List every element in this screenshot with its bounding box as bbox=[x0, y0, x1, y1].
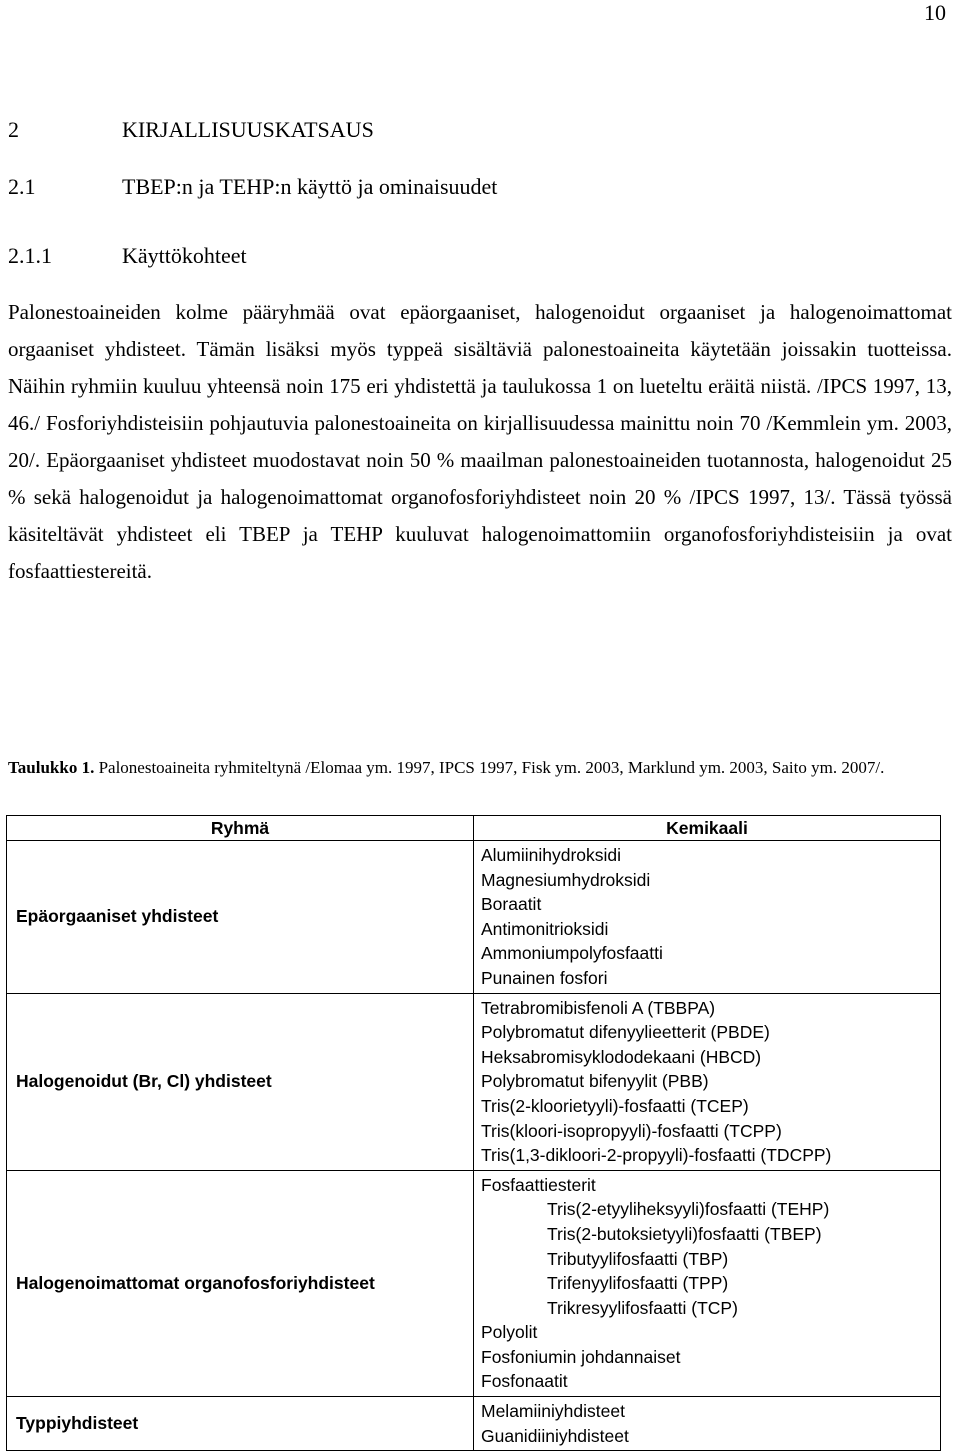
chemical-item: Trifenyylifosfaatti (TPP) bbox=[547, 1273, 729, 1294]
chemical-item: Guanidiiniyhdisteet bbox=[481, 1425, 629, 1446]
chemical-item: Ammoniumpolyfosfaatti bbox=[481, 943, 663, 964]
group-cell: Halogenoimattomat organofosforiyhdisteet bbox=[7, 1170, 474, 1396]
chemical-item: Alumiinihydroksidi bbox=[481, 845, 622, 865]
heading-title: KIRJALLISUUSKATSAUS bbox=[122, 117, 374, 142]
chemical-item: Polyolit bbox=[481, 1322, 538, 1343]
table-caption-label: Taulukko 1. bbox=[8, 758, 95, 777]
chemical-item: Tetrabromibisfenoli A (TBBPA) bbox=[481, 997, 716, 1018]
chemical-item: Antimonitrioksidi bbox=[481, 918, 609, 939]
chemical-item: Tris(kloori-isopropyyli)-fosfaatti (TCPP) bbox=[481, 1120, 782, 1141]
section-heading-2-1 bbox=[8, 174, 497, 200]
chemical-item: Polybromatut difenyylieetterit (PBDE) bbox=[481, 1022, 770, 1043]
body-paragraph: Palonestoaineiden kolme pääryhmää ovat epäorgaaniset, halogenoidut orgaaniset ja halogenoimattomat orgaaniset yhdisteet. Tämän lisäksi myös typpeä sisältäviä palonestoaineita käytetään joissakin tuotteissa. Näihin ryhmiin kuuluu yhteensä noin 175 eri yhdistettä ja taulukossa 1 on lueteltu eräitä niistä. /IPCS 1997, 13, 46./ Fosforiyhdisteisiin pohjautuvia palonestoaineita on kirjallisuudessa mainittu noin 70 /Kemmlein ym. 2003, 20/. Epäorgaaniset yhdisteet muodostavat noin 50 % maailman palonestoaineiden tuotannosta, halogenoidut 25 % sekä halogenoidut ja halogenoimattomat organofosforiyhdisteet noin 20 % /IPCS 1997, 13/. Tässä työssä käsiteltävät yhdisteet eli TBEP ja TEHP kuuluvat halogenoimattomiin organofosforiyhdisteisiin ja ovat fosfaattiestereitä. bbox=[8, 300, 952, 583]
chemical-item: Fosfaattiesterit bbox=[481, 1174, 596, 1195]
column-header-chemical: Kemikaali bbox=[474, 816, 941, 841]
chemical-item: Tris(2-etyyliheksyyli)fosfaatti (TEHP) bbox=[547, 1199, 830, 1220]
chemical-list-cell bbox=[474, 993, 941, 1170]
column-header-group: Ryhmä bbox=[7, 816, 474, 841]
chemical-item: Tris(1,3-dikloori-2-propyyli)-fosfaatti (TDCPP) bbox=[481, 1145, 832, 1166]
chemical-item: Trikresyylifosfaatti (TCP) bbox=[547, 1297, 738, 1318]
chemical-item: Heksabromisyklododekaani (HBCD) bbox=[481, 1046, 762, 1067]
chemical-list-cell bbox=[474, 841, 941, 994]
table-row bbox=[7, 1397, 941, 1451]
chemical-item: Boraatit bbox=[481, 894, 542, 915]
group-cell: Halogenoidut (Br, Cl) yhdisteet bbox=[7, 993, 474, 1170]
heading-number: 2.1 bbox=[8, 174, 36, 199]
chemical-item: Punainen fosfori bbox=[481, 967, 608, 988]
chemical-item: Tributyylifosfaatti (TBP) bbox=[547, 1248, 729, 1269]
section-heading-2 bbox=[8, 117, 374, 143]
table-body bbox=[7, 841, 941, 1451]
chemical-list-cell bbox=[474, 1170, 941, 1396]
heading-title: Käyttökohteet bbox=[122, 243, 247, 268]
flame-retardant-table bbox=[6, 815, 941, 1451]
chemical-list-cell bbox=[474, 1397, 941, 1451]
heading-title: TBEP:n ja TEHP:n käyttö ja ominaisuudet bbox=[122, 174, 498, 199]
table-row bbox=[7, 993, 941, 1170]
chemical-item: Fosfonaatit bbox=[481, 1371, 568, 1392]
chemical-item: Magnesiumhydroksidi bbox=[481, 869, 651, 890]
page-number: 10 bbox=[924, 0, 946, 25]
chemical-item: Tris(2-kloorietyyli)-fosfaatti (TCEP) bbox=[481, 1095, 749, 1116]
group-cell: Epäorgaaniset yhdisteet bbox=[7, 841, 474, 994]
section-heading-2-1-1 bbox=[8, 243, 247, 269]
chemical-item: Fosfoniumin johdannaiset bbox=[481, 1346, 681, 1367]
chemical-item: Tris(2-butoksietyyli)fosfaatti (TBEP) bbox=[547, 1223, 822, 1244]
chemical-item: Polybromatut bifenyylit (PBB) bbox=[481, 1071, 709, 1092]
heading-number: 2 bbox=[8, 117, 19, 142]
table-row bbox=[7, 1170, 941, 1396]
group-cell: Typpiyhdisteet bbox=[7, 1397, 474, 1451]
table-header-row bbox=[7, 816, 941, 841]
table-caption bbox=[8, 755, 948, 780]
table-caption-text: Palonestoaineita ryhmiteltynä /Elomaa ym. 1997, IPCS 1997, Fisk ym. 2003, Marklund ym. 2003, Saito ym. 2007/. bbox=[98, 758, 885, 777]
heading-number: 2.1.1 bbox=[8, 243, 52, 268]
table-row bbox=[7, 841, 941, 994]
chemical-item: Melamiiniyhdisteet bbox=[481, 1401, 625, 1422]
